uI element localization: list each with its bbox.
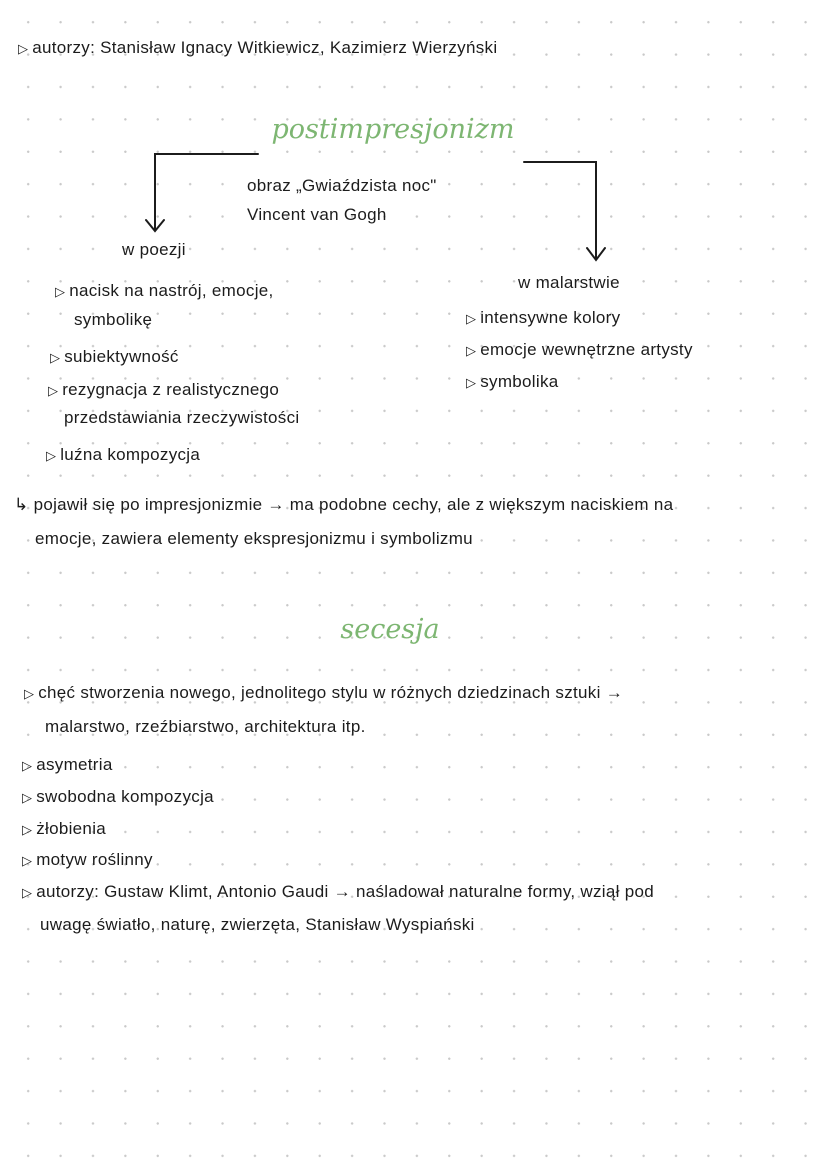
secesja-authors-cont: uwagę światło, naturę, zwierzęta, Stanisław Wyspiański: [40, 915, 475, 934]
heading-postimpresjonizm: postimpresjonizm: [271, 114, 515, 145]
secesja-item: ▷ swobodna kompozycja: [22, 787, 214, 808]
painting-item: ▷ intensywne kolory: [466, 308, 620, 329]
secesja-item: ▷ żłobienia: [22, 819, 106, 840]
secesja-item: ▷ motyw roślinny: [22, 850, 153, 871]
poetry-item-cont: symbolikę: [74, 310, 153, 329]
note-line-cont: emocje, zawiera elementy ekspresjonizmu i symbolizmu: [35, 529, 473, 548]
arrow-to-painting: [524, 162, 605, 260]
poetry-item: ▷ luźna kompozycja: [46, 445, 200, 466]
poetry-item: ▷ nacisk na nastrój, emocje,: [55, 281, 274, 302]
arrow-to-poetry: [146, 154, 258, 231]
poetry-item: ▷ subiektywność: [50, 347, 179, 368]
poetry-item-cont: przedstawiania rzeczywistości: [64, 408, 300, 427]
poetry-heading: w poezji: [122, 240, 186, 259]
secesja-item-cont: malarstwo, rzeźbiarstwo, architektura itp.: [45, 717, 366, 736]
painting-item: ▷ emocje wewnętrzne artysty: [466, 340, 693, 361]
intro-authors: ▷ autorzy: Stanisław Ignacy Witkiewicz, Kazimierz Wierzyński: [18, 38, 497, 59]
secesja-authors: ▷ autorzy: Gustaw Klimt, Antonio Gaudi → naśladował naturalne formy, wziął pod: [22, 882, 654, 903]
secesja-item: ▷ chęć stworzenia nowego, jednolitego stylu w różnych dziedzinach sztuki →: [24, 683, 623, 704]
secesja-item: ▷ asymetria: [22, 755, 113, 776]
painting-author: Vincent van Gogh: [247, 205, 387, 224]
painting-title: obraz „Gwiaździsta noc": [247, 176, 437, 195]
note-line: ↳ pojawił się po impresjonizmie → ma podobne cechy, ale z większym naciskiem na: [14, 495, 674, 514]
heading-secesja: secesja: [340, 614, 440, 645]
painting-item: ▷ symbolika: [466, 372, 559, 393]
painting-heading: w malarstwie: [518, 273, 620, 292]
poetry-item: ▷ rezygnacja z realistycznego: [48, 380, 279, 401]
